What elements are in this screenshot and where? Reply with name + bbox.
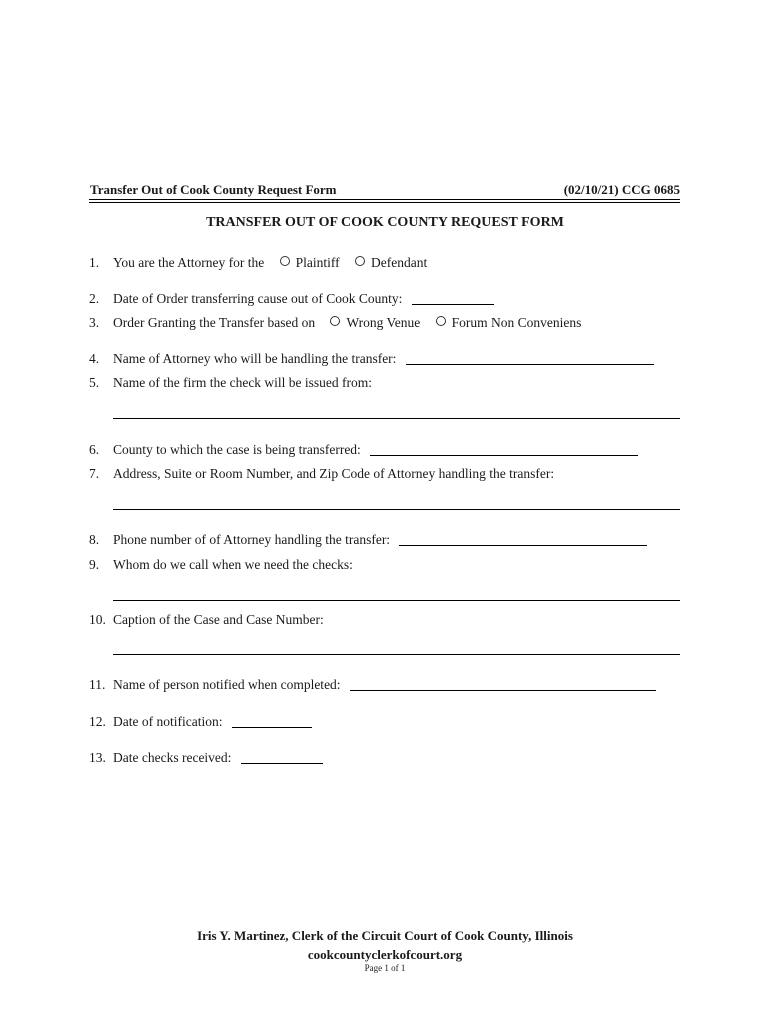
item-label: Caption of the Case and Case Number: [113,612,324,627]
plaintiff-radio[interactable] [280,256,290,266]
firm-name-field[interactable] [113,418,680,419]
defendant-radio[interactable] [355,256,365,266]
item-label: You are the Attorney for the [113,255,265,270]
item-number: 13. [89,750,106,765]
item-number: 6. [89,442,100,457]
website-footer: cookcountyclerkofcourt.org [307,947,463,962]
item-label: Name of person notified when completed: [113,677,341,692]
header-rule [89,199,680,200]
attorney-name-field[interactable] [406,352,654,365]
county-field[interactable] [370,443,638,456]
item-4 [89,351,654,367]
checks-received-date-field[interactable] [241,751,323,764]
forum-non-conveniens-radio[interactable] [436,316,446,326]
item-2 [89,291,494,307]
item-6 [89,442,638,458]
item-5 [89,375,372,391]
item-label: Date of notification: [113,714,223,729]
item-label: Order Granting the Transfer based on [113,315,316,330]
order-date-field[interactable] [412,292,494,305]
item-label: Name of the firm the check will be issued from: [113,375,373,390]
item-label: Whom do we call when we need the checks: [113,557,353,572]
attorney-phone-field[interactable] [399,533,647,546]
clerk-footer: Iris Y. Martinez, Clerk of the Circuit Court of Cook County, Illinois [197,928,573,943]
item-number: 9. [89,557,100,572]
item-13 [89,750,323,766]
item-9 [89,557,353,573]
item-number: 12. [89,714,106,729]
item-7 [89,466,554,482]
radio-label: Plaintiff [295,255,340,270]
item-number: 4. [89,351,100,366]
item-label: Date checks received: [113,750,232,765]
wrong-venue-radio[interactable] [330,316,340,326]
item-label: Phone number of of Attorney handling the transfer: [113,532,391,547]
item-number: 8. [89,532,100,547]
check-contact-field[interactable] [113,600,680,601]
page-number: Page 1 of 1 [364,963,406,973]
item-12 [89,714,312,730]
item-number: 7. [89,466,100,481]
item-label: Date of Order transferring cause out of Cook County: [113,291,403,306]
radio-label: Defendant [371,255,428,270]
item-number: 10. [89,612,106,627]
radio-label: Wrong Venue [346,315,421,330]
item-8 [89,532,647,548]
item-number: 1. [89,255,100,270]
item-number: 11. [89,677,106,692]
radio-label: Forum Non Conveniens [451,315,582,330]
header-rule-secondary [89,202,680,203]
form-code-header: (02/10/21) CCG 0685 [563,182,680,197]
item-number: 5. [89,375,100,390]
item-11 [89,677,656,693]
item-10 [89,612,324,628]
attorney-address-field[interactable] [113,509,680,510]
item-label: Name of Attorney who will be handling the transfer: [113,351,397,366]
item-number: 2. [89,291,100,306]
form-name-header: Transfer Out of Cook County Request Form [90,182,337,197]
item-label: County to which the case is being transferred: [113,442,361,457]
item-3 [89,315,581,331]
item-number: 3. [89,315,100,330]
notified-person-field[interactable] [350,678,656,691]
item-1 [89,255,427,271]
page-title: TRANSFER OUT OF COOK COUNTY REQUEST FORM [206,215,564,230]
item-label: Address, Suite or Room Number, and Zip Code of Attorney handling the transfer: [113,466,555,481]
notification-date-field[interactable] [232,715,312,728]
case-caption-field[interactable] [113,654,680,655]
